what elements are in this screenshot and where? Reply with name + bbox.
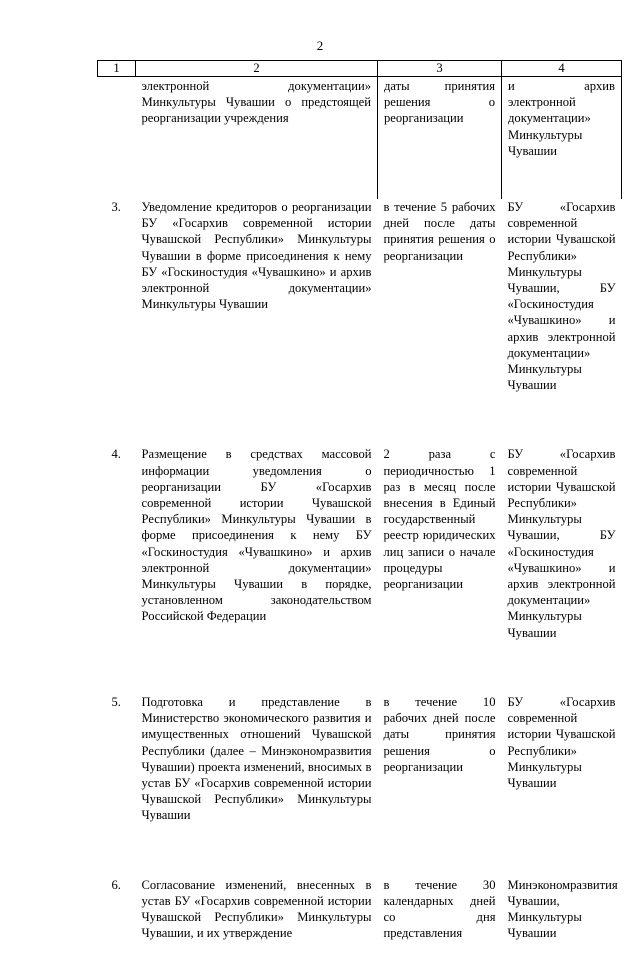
- reorganization-plan-table: [97, 60, 622, 961]
- column-header-3: 3: [378, 61, 502, 77]
- row-responsible: БУ «Госархив современной истории Чувашской Республики» Минкультуры Чувашии, БУ «Госкиностудия «Чувашкино» и архив электронной документации» Минкультуры Чувашии: [507, 200, 616, 393]
- table-header-row: [98, 61, 622, 77]
- row-term: 2 раза с периодичностью 1 раз в месяц после внесения в Единый государственный реестр юридических лиц записи о начале процедуры реорганизации: [383, 447, 496, 592]
- column-header-1: 1: [98, 61, 136, 77]
- row-action: Размещение в средствах массовой информации уведомления о реорганизации БУ «Госархив современной истории Чувашской Республики» Минкультуры Чувашии в форме присоединения к нему БУ «Госкиностудия «Чувашкино» и архив электронной документации» Минкультуры Чувашии в порядке, установленном законодательством Российской Федерации: [141, 447, 372, 624]
- table-row: [98, 694, 622, 877]
- row-term: даты принятия решения о реорганизации: [378, 77, 502, 200]
- table-row: [98, 877, 622, 961]
- table-row: [98, 199, 622, 446]
- row-term: в течение 30 календарных дней со дня представления: [383, 877, 496, 941]
- row-responsible: БУ «Госархив современной истории Чувашской Республики» Минкультуры Чувашии: [507, 694, 616, 790]
- row-number: 3.: [111, 200, 121, 215]
- page-number: 2: [316, 38, 324, 53]
- row-action: Уведомление кредиторов о реорганизации БУ «Госархив современной истории Чувашской Республики» Минкультуры Чувашии в форме присоединения к нему БУ «Госкиностудия «Чувашкино» и архив электронной документации» Минкультуры Чувашии: [141, 200, 372, 312]
- row-number: 6.: [111, 877, 121, 892]
- row-term: в течение 5 рабочих дней после даты принятия решения о реорганизации: [383, 200, 496, 263]
- row-responsible: БУ «Госархив современной истории Чувашской Республики» Минкультуры Чувашии, БУ «Госкиностудия «Чувашкино» и архив электронной документации» Минкультуры Чувашии: [507, 447, 616, 640]
- row-responsible: и архив электронной документации» Минкультуры Чувашии: [502, 77, 622, 200]
- row-number: 5.: [111, 694, 121, 709]
- row-responsible: Минэкономразвития Чувашии, Минкультуры Чувашии: [507, 877, 618, 941]
- row-number: [98, 77, 136, 200]
- row-term: в течение 10 рабочих дней после даты принятия решения о реорганизации: [383, 694, 496, 774]
- column-header-4: 4: [502, 61, 622, 77]
- row-action: Согласование изменений, внесенных в устав БУ «Госархив современной истории Чувашской Республики» Минкультуры Чувашии, и их утверждение: [141, 877, 372, 941]
- table-row: [98, 446, 622, 693]
- column-header-2: 2: [136, 61, 378, 77]
- row-number: 4.: [111, 447, 121, 462]
- table-row: [98, 77, 622, 200]
- row-action: Подготовка и представление в Министерство экономического развития и имущественных отношений Чувашской Республики (далее – Минэкономразвития Чувашии) проекта изменений, вносимых в устав БУ «Госархив современной истории Чувашской Республики» Минкультуры Чувашии: [141, 694, 372, 823]
- row-action: электронной документации» Минкультуры Чувашии о предстоящей реорганизации учреждения: [141, 79, 371, 126]
